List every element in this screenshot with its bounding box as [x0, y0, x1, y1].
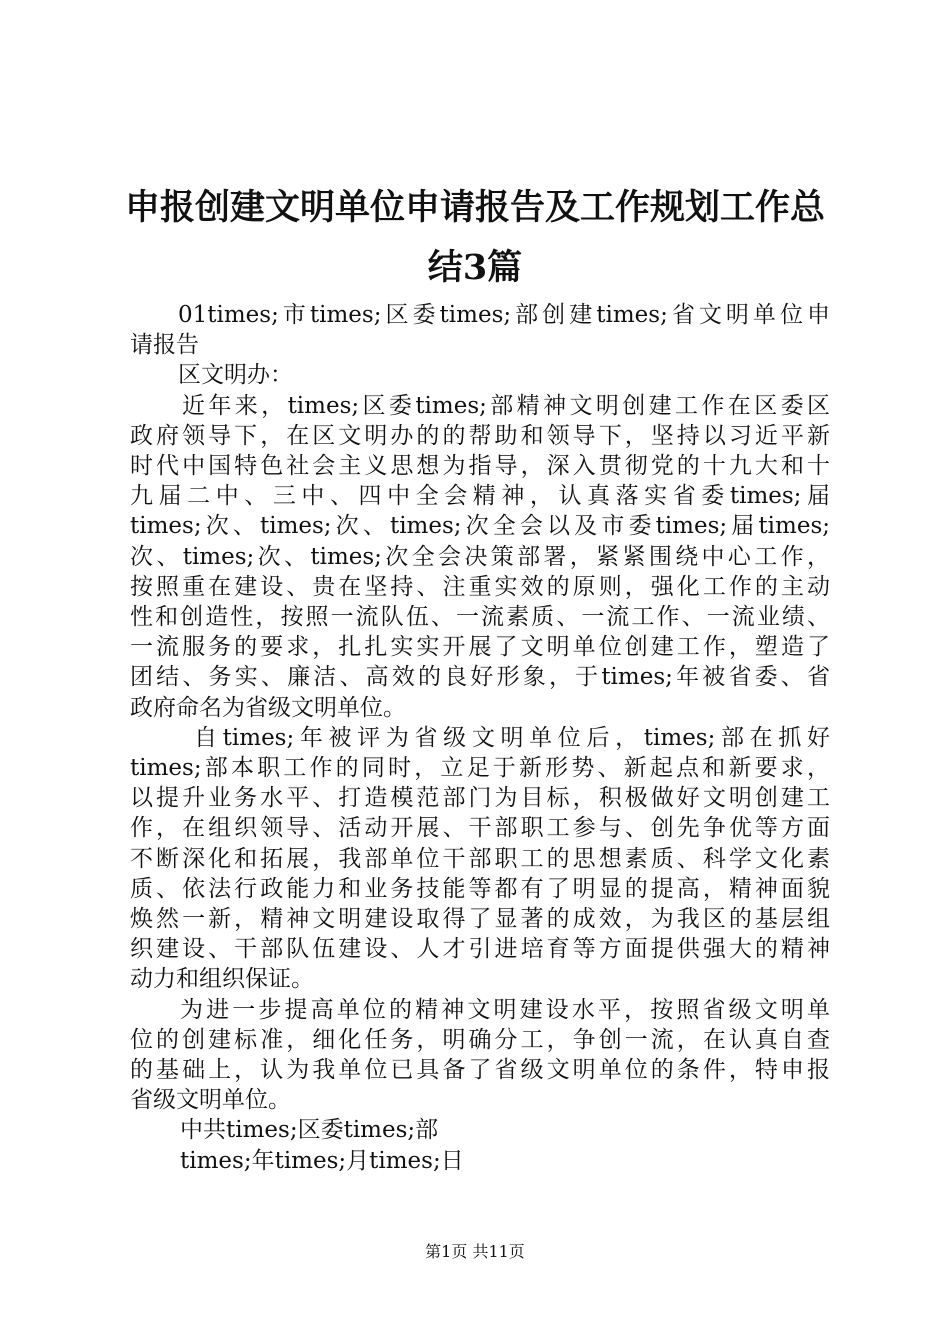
body-line: 请报告 — [130, 332, 199, 358]
body-line: 位的创建标准，细化任务，明确分工，争创一流，在认真自查 — [130, 1027, 830, 1053]
body-line: 政府命名为省级文明单位。 — [130, 695, 406, 721]
body-line: times;部本职工作的同时，立足于新形势、新起点和新要求， — [130, 755, 830, 781]
body-line: 中共times;区委times;部 — [180, 1117, 439, 1143]
body-line: 自times;年被评为省级文明单位后，times;部在抓好 — [194, 725, 830, 751]
page-number-footer: 第1页 共11页 — [425, 1242, 525, 1261]
body-line: 动力和组织保证。 — [130, 966, 314, 992]
body-line: 省级文明单位。 — [130, 1087, 291, 1113]
body-line: 区文明办： — [178, 362, 293, 388]
body-line: 政府领导下，在区文明办的的帮助和领导下，坚持以习近平新 — [130, 423, 830, 449]
body-line: times;年times;月times;日 — [180, 1148, 464, 1174]
body-line: 的基础上，认为我单位已具备了省级文明单位的条件，特申报 — [130, 1057, 830, 1083]
body-line: 焕然一新，精神文明建设取得了显著的成效，为我区的基层组 — [130, 906, 830, 932]
document-title-line-1: 申报创建文明单位申请报告及工作规划工作总 — [124, 187, 825, 228]
body-line: 质、依法行政能力和业务技能等都有了明显的提高，精神面貌 — [130, 876, 830, 902]
body-line: 为进一步提高单位的精神文明建设水平，按照省级文明单 — [180, 997, 830, 1023]
body-line: 作，在组织领导、活动开展、干部职工参与、创先争优等方面 — [130, 815, 830, 841]
body-line: 按照重在建设、贵在坚持、注重实效的原则，强化工作的主动 — [130, 574, 830, 600]
body-line: 近年来，times;区委times;部精神文明创建工作在区委区 — [182, 393, 830, 419]
body-line: 不断深化和拓展，我部单位干部职工的思想素质、科学文化素 — [130, 846, 830, 872]
body-line: 时代中国特色社会主义思想为指导，深入贯彻党的十九大和十 — [130, 453, 830, 479]
body-line: times;次、times;次、times;次全会以及市委times;届times; — [130, 513, 830, 539]
body-line: 性和创造性，按照一流队伍、一流素质、一流工作、一流业绩、 — [130, 604, 830, 630]
body-line: 织建设、干部队伍建设、人才引进培育等方面提供强大的精神 — [130, 936, 830, 962]
body-line: 一流服务的要求，扎扎实实开展了文明单位创建工作，塑造了 — [130, 634, 830, 660]
body-line: 次、times;次、times;次全会决策部署，紧紧围绕中心工作， — [130, 544, 830, 570]
body-line: 团结、务实、廉洁、高效的良好形象，于times;年被省委、省 — [130, 664, 830, 690]
body-line: 九届二中、三中、四中全会精神，认真落实省委times;届 — [130, 483, 830, 509]
body-line: 01times;市times;区委times;部创建times;省文明单位申 — [178, 302, 830, 328]
body-line: 以提升业务水平、打造模范部门为目标，积极做好文明创建工 — [130, 785, 830, 811]
document-title-line-2: 结3篇 — [427, 247, 523, 288]
